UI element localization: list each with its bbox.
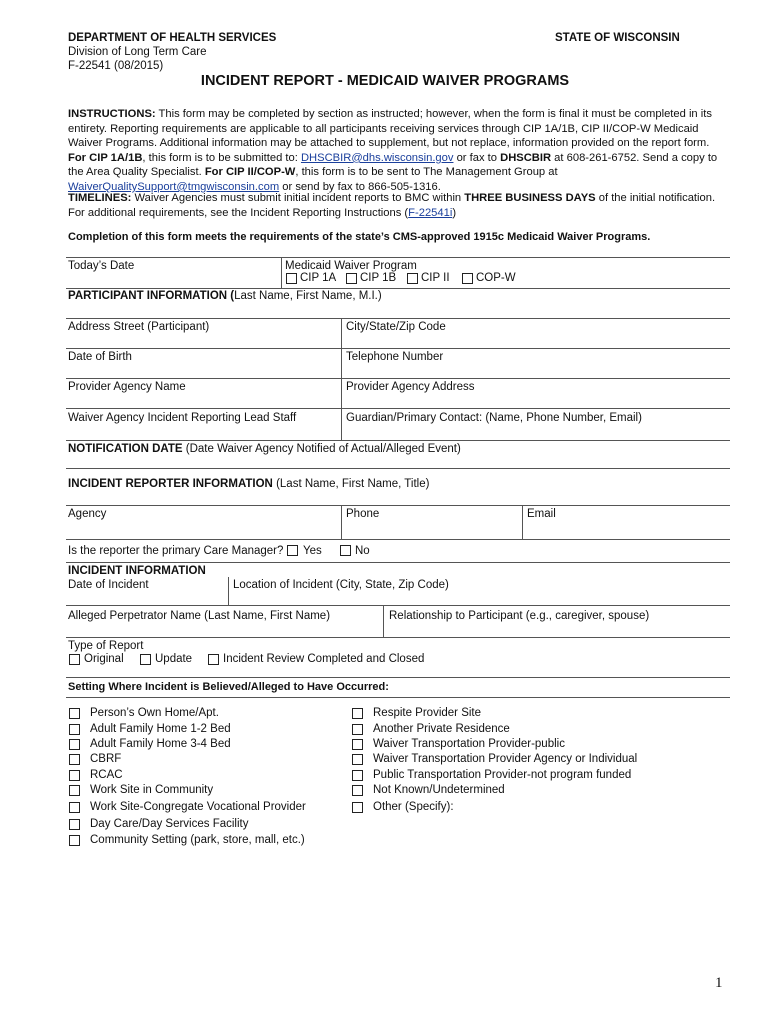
agency-label: Agency	[68, 508, 107, 520]
cip2-label: For CIP II/COP-W	[204, 166, 296, 179]
original-report-checkbox[interactable]	[69, 654, 80, 665]
cip-ii-checkbox[interactable]	[407, 273, 418, 284]
lead-staff-label: Waiver Agency Incident Reporting Lead Staff	[68, 412, 297, 424]
divider-rule	[66, 440, 730, 441]
page-number: 1	[715, 975, 723, 991]
review-closed-label: Incident Review Completed and Closed	[223, 653, 425, 665]
dhscbir-email-link[interactable]: DHSCBIR@dhs.wisconsin.gov	[300, 151, 454, 164]
page-title: INCIDENT REPORT - MEDICAID WAIVER PROGRAMS	[200, 73, 570, 89]
setting-label-vocational: Work Site-Congregate Vocational Provider	[90, 801, 306, 813]
setting-label-other: Other (Specify):	[373, 801, 454, 813]
timelines-text: Waiver Agencies must submit initial incident reports to BMC within	[131, 192, 465, 204]
instructions-link[interactable]: F-22541i	[408, 206, 453, 219]
divider-rule	[66, 605, 730, 606]
instructions-text-3: or fax to	[453, 151, 501, 164]
state-name: STATE OF WISCONSIN	[555, 32, 680, 44]
form-number: F-22541 (08/2015)	[68, 60, 164, 72]
guardian-contact-label: Guardian/Primary Contact: (Name, Phone Number, Email)	[346, 412, 642, 424]
update-report-checkbox[interactable]	[140, 654, 151, 665]
participant-info-label: PARTICIPANT INFORMATION (Last Name, First Name, M.I.)	[68, 290, 382, 302]
setting-checkbox-transport-public[interactable]	[352, 739, 363, 750]
setting-label-community: Community Setting (park, store, mall, etc.)	[90, 834, 305, 846]
instructions-text-5: , this form is to be sent to The Management Group at	[295, 166, 558, 179]
incident-info-heading: INCIDENT INFORMATION	[68, 565, 206, 577]
setting-label-transport-agency: Waiver Transportation Provider Agency or Individual	[373, 753, 638, 765]
completion-note: Completion of this form meets the requirements of the state’s CMS-approved 1915c Medicaid Waiver Programs.	[68, 231, 651, 243]
setting-label-not-known: Not Known/Undetermined	[373, 784, 505, 796]
divider-phone-email	[522, 505, 523, 539]
divider-perpetrator-relationship	[383, 605, 384, 637]
divider-rule	[66, 468, 730, 469]
setting-label-rcac: RCAC	[90, 769, 123, 781]
original-report-label: Original	[84, 653, 124, 665]
divider-rule	[66, 288, 730, 289]
cip1-label: For CIP 1A/1B	[68, 151, 143, 164]
tmg-email-link[interactable]: WaiverQualitySupport@tmgwisconsin.com	[68, 180, 280, 193]
cop-w-label: COP-W	[476, 272, 516, 284]
cip-1a-label: CIP 1A	[300, 272, 337, 284]
setting-checkbox-other[interactable]	[352, 802, 363, 813]
provider-agency-name-label: Provider Agency Name	[68, 381, 186, 393]
divider-rule	[66, 378, 730, 379]
date-of-birth-label: Date of Birth	[68, 351, 132, 363]
timelines-block	[68, 191, 730, 220]
division-name: Division of Long Term Care	[68, 46, 207, 58]
timelines-label: TIMELINES:	[68, 192, 132, 204]
setting-heading: Setting Where Incident is Believed/Alleged to Have Occurred:	[68, 681, 389, 693]
cip-1b-label: CIP 1B	[360, 272, 397, 284]
phone-label: Phone	[346, 508, 380, 520]
setting-checkbox-rcac[interactable]	[69, 770, 80, 781]
setting-label-private-residence: Another Private Residence	[373, 723, 510, 735]
divider-date-program	[281, 257, 282, 288]
relationship-label: Relationship to Participant (e.g., caregiver, spouse)	[389, 610, 650, 622]
divider-rule	[66, 408, 730, 409]
divider-rule	[66, 318, 730, 319]
setting-checkbox-afh-1-2[interactable]	[69, 724, 80, 735]
instructions-label: INSTRUCTIONS:	[68, 108, 156, 120]
department-name: DEPARTMENT OF HEALTH SERVICES	[68, 32, 277, 44]
setting-label-afh-1-2: Adult Family Home 1-2 Bed	[90, 723, 231, 735]
setting-checkbox-vocational[interactable]	[69, 802, 80, 813]
divider-participant-columns	[341, 318, 342, 440]
fax-name: DHSCBIR	[500, 151, 552, 164]
divider-date-location	[228, 577, 229, 605]
setting-checkbox-afh-3-4[interactable]	[69, 739, 80, 750]
timelines-text-3: )	[452, 206, 457, 219]
setting-checkbox-cbrf[interactable]	[69, 754, 80, 765]
timelines-emphasis: THREE BUSINESS DAYS	[464, 192, 596, 204]
yes-label: Yes	[303, 545, 322, 557]
instructions-text-6: or send by fax to 866-505-1316.	[279, 180, 441, 193]
no-label: No	[355, 545, 370, 557]
todays-date-label: Today’s Date	[68, 260, 135, 272]
divider-rule	[66, 677, 730, 678]
setting-checkbox-respite[interactable]	[352, 708, 363, 719]
provider-agency-address-label: Provider Agency Address	[346, 381, 475, 393]
setting-checkbox-own-home[interactable]	[69, 708, 80, 719]
setting-checkbox-community[interactable]	[69, 835, 80, 846]
cop-w-checkbox[interactable]	[462, 273, 473, 284]
setting-label-public-transport: Public Transportation Provider-not program funded	[373, 769, 632, 781]
setting-label-transport-public: Waiver Transportation Provider-public	[373, 738, 565, 750]
incident-location-label: Location of Incident (City, State, Zip Code)	[233, 579, 449, 591]
perpetrator-name-label: Alleged Perpetrator Name (Last Name, First Name)	[68, 610, 331, 622]
address-street-label: Address Street (Participant)	[68, 321, 210, 333]
setting-checkbox-not-known[interactable]	[352, 785, 363, 796]
setting-checkbox-day-care[interactable]	[69, 819, 80, 830]
instructions-block	[68, 107, 730, 195]
setting-checkbox-public-transport[interactable]	[352, 770, 363, 781]
cip-ii-label: CIP II	[421, 272, 450, 284]
update-report-label: Update	[155, 653, 193, 665]
divider-rule	[66, 562, 730, 563]
cip-1a-checkbox[interactable]	[286, 273, 297, 284]
date-of-incident-label: Date of Incident	[68, 579, 149, 591]
divider-rule	[66, 539, 730, 540]
reporter-info-label: INCIDENT REPORTER INFORMATION (Last Name, First Name, Title)	[68, 478, 430, 490]
setting-label-own-home: Person’s Own Home/Apt.	[90, 707, 219, 719]
setting-label-afh-3-4: Adult Family Home 3-4 Bed	[90, 738, 231, 750]
setting-checkbox-transport-agency[interactable]	[352, 754, 363, 765]
divider-agency-phone	[341, 505, 342, 539]
reporter-cm-yes-checkbox[interactable]	[287, 545, 298, 556]
setting-checkbox-private-residence[interactable]	[352, 724, 363, 735]
setting-label-day-care: Day Care/Day Services Facility	[90, 818, 249, 830]
email-label: Email	[527, 508, 556, 520]
setting-checkbox-work-site[interactable]	[69, 785, 80, 796]
instructions-text: This form may be completed by section as instructed; however, when the form is final it must be completed in its entirety. Reporting requirements are applicable to all participants receiving services through CIP 1A/1B, CIP II/COP-W Medicaid Waiver Programs. Additional information may be attached to supplement, but not replace, information provided on the report form.	[68, 108, 712, 150]
instructions-text-2: , this form is to be submitted to:	[142, 151, 301, 164]
form-top-rule	[66, 257, 730, 258]
telephone-label: Telephone Number	[346, 351, 444, 363]
setting-label-cbrf: CBRF	[90, 753, 122, 765]
cip-1b-checkbox[interactable]	[346, 273, 357, 284]
city-state-zip-label: City/State/Zip Code	[346, 321, 446, 333]
type-of-report-label: Type of Report	[68, 640, 144, 652]
divider-rule	[66, 348, 730, 349]
reporter-cm-no-checkbox[interactable]	[340, 545, 351, 556]
primary-care-manager-question: Is the reporter the primary Care Manager?	[68, 545, 284, 557]
instructions-text-4: at 608-261-6752. Send a copy to the Area Quality Specialist.	[68, 151, 718, 179]
waiver-program-label: Medicaid Waiver Program	[285, 260, 417, 272]
timelines-text-2: of the initial notification. For additional requirements, see the Incident Reporting Instructions (	[68, 192, 716, 219]
notification-date-label: NOTIFICATION DATE (Date Waiver Agency Notified of Actual/Alleged Event)	[68, 443, 461, 455]
setting-label-respite: Respite Provider Site	[373, 707, 482, 719]
divider-rule	[66, 505, 730, 506]
setting-label-work-site: Work Site in Community	[90, 784, 214, 796]
review-closed-checkbox[interactable]	[208, 654, 219, 665]
divider-rule	[66, 697, 730, 698]
divider-rule	[66, 637, 730, 638]
